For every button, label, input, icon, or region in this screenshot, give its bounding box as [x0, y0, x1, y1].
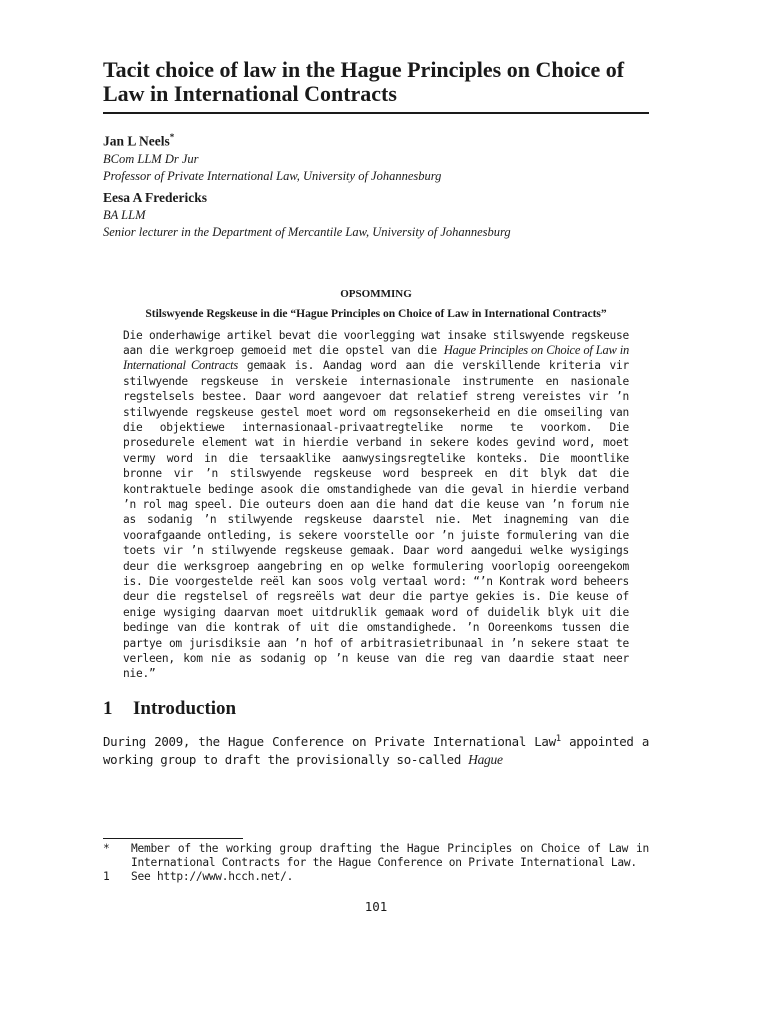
body-text-part: appointed a working group to draft the provisionally so-called	[103, 733, 649, 767]
page-number: 101	[364, 899, 388, 914]
author-degrees: BCom LLM Dr Jur	[103, 151, 199, 166]
footnote-divider	[103, 838, 243, 839]
abstract-text	[123, 328, 629, 682]
footnote-item	[103, 870, 649, 884]
footnotes	[103, 842, 649, 884]
abstract-italic-title: Hague Principles on Choice of Law in International Contracts	[123, 342, 629, 373]
footnote-ref[interactable]: 1	[555, 733, 561, 744]
author-position: Senior lecturer in the Department of Mercantile Law, University of Johannesburg	[103, 224, 511, 239]
author-name: Jan L Neels	[103, 133, 170, 149]
footnote-text[interactable]: See http://www.hcch.net/.	[131, 870, 294, 883]
author-footnote-mark[interactable]: *	[169, 132, 175, 142]
section-title: Introduction	[133, 697, 237, 719]
abstract-text-part: Die onderhawige artikel bevat die voorlegging wat insake stilswyende regskeuse aan die werkgroep gemoeid met die opstel van die	[123, 328, 629, 357]
abstract-heading: OPSOMMING	[340, 287, 412, 300]
footnote-item	[103, 842, 649, 870]
section-heading	[103, 698, 649, 720]
footnote-mark: 1	[103, 870, 110, 883]
author-block-2	[103, 189, 649, 241]
body-text-part: During 2009, the Hague Conference on Private International Law	[103, 733, 556, 749]
author-position: Professor of Private International Law, University of Johannesburg	[103, 168, 442, 183]
article-title: Tacit choice of law in the Hague Principles on Choice of Law in International Contracts	[103, 58, 649, 114]
author-name: Eesa A Fredericks	[103, 189, 207, 205]
abstract-text-part: gemaak is. Aandag word aan die verskillende kriteria vir stilwyende regskeuse in verskeie internasionale instrumente en nasionale regstelsels bestee. Daar word aangevoer dat relatief streng vereistes vir ’n stilwyende regskeuse gestel moet word om regsonsekerheid en die omseiling van die objektiewe internasionaal-privaatregtelike norme te voorkom. Die prosedurele element wat in hierdie verband in sekere kodes gevind word, moet vermy word in die tersaaklike aanwysingsregtelike konteks. Die moontlike bronne vir ’n stilswyende regskeuse word bespreek en dit blyk dat die kontraktuele bedinge asook die omstandighede van die geval in hierdie verband ’n rol mag speel. Die outeurs doen aan die hand dat die keuse van ’n forum nie as sodanig ’n stilwyende regskeuse daarstel nie. Met inagneming van die voorafgaande ontleding, is sekere voorstelle oor ’n juiste formulering van die toets vir ’n stilwyende regskeuse gemaak. Daar word aangedui welke wysigings deur die werksgroep aangebring en op welke formulering voorlopig ooreengekom is. Die voorgestelde reël kan soos volg vertaal word: “’n Kontrak word beheers deur die regstelsel of regsreëls wat deur die partye gekies is. Die keuse of enige wysiging daarvan moet uitdruklik gemaak word of duidelik blyk uit die bedinge van die kontrak of uit die omstandighede. ’n Ooreenkoms tussen die partye om jurisdiksie aan ’n hof of arbitrasietribunaal in ’n sekere staat te verleen, kom nie as sodanig op ’n keuse van die reg van daardie staat neer nie.”	[123, 359, 630, 681]
footnote-mark: *	[103, 842, 110, 855]
author-degrees: BA LLM	[103, 207, 146, 222]
author-block-1	[103, 128, 649, 185]
abstract-subtitle: Stilswyende Regskeuse in die “Hague Principles on Choice of Law in International Contracts”	[145, 307, 607, 320]
body-paragraph	[103, 730, 649, 769]
footnote-text: Member of the working group drafting the Hague Principles on Choice of Law in International Contracts for the Hague Conference on Private International Law.	[131, 842, 649, 869]
body-italic: Hague	[468, 751, 503, 767]
page-content	[103, 58, 649, 781]
section-number: 1	[103, 697, 113, 719]
